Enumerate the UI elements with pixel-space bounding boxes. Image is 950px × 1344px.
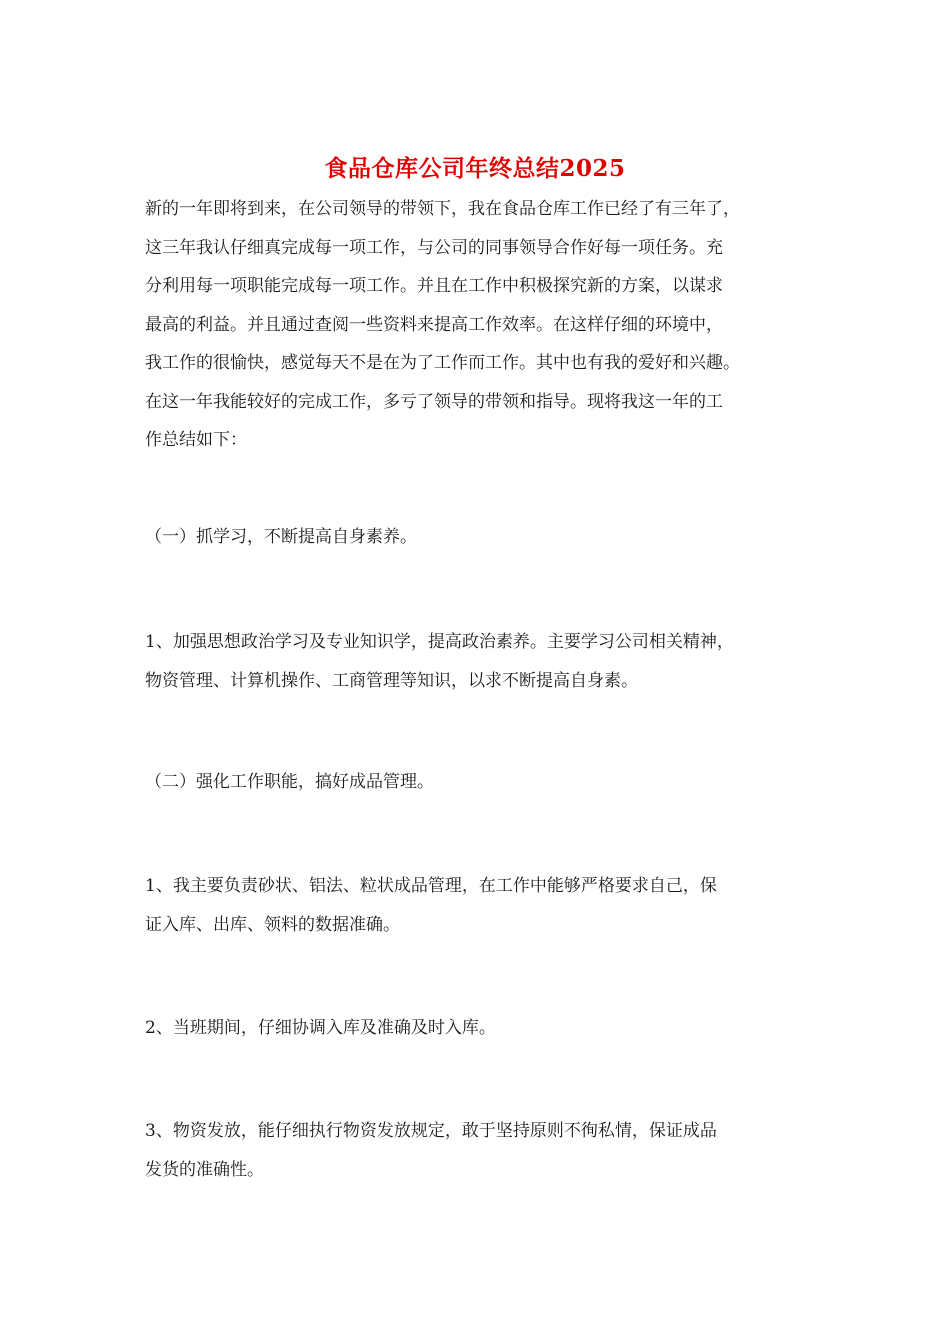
intro-line: 分利用每一项职能完成每一项工作。并且在工作中积极探究新的方案，以谋求 [145, 276, 723, 296]
intro-line: 最高的利益。并且通过查阅一些资料来提高工作效率。在这样仔细的环境中， [145, 314, 723, 335]
section-heading-text: （二）强化工作职能，搞好成品管理。 [145, 772, 434, 792]
section1-item1 [145, 623, 810, 700]
section1-heading [145, 518, 810, 557]
list-item-line: 2、当班期间，仔细协调入库及准确及时入库。 [145, 1018, 496, 1038]
list-item-line: 证入库、出库、领料的数据准确。 [145, 914, 400, 935]
list-item-line: 1、加强思想政治学习及专业知识学，提高政治素养。主要学习公司相关精神， [145, 632, 734, 652]
section2-item2 [145, 1009, 810, 1048]
section-heading-text: （一）抓学习，不断提高自身素养。 [145, 527, 417, 547]
intro-line: 在这一年我能较好的完成工作，多亏了领导的带领和指导。现将我这一年的工 [145, 391, 723, 412]
list-item-line: 发货的准确性。 [145, 1159, 264, 1180]
list-item-line: 3、物资发放，能仔细执行物资发放规定，敢于坚持原则不徇私情，保证成品 [145, 1121, 717, 1141]
section2-item1 [145, 867, 810, 944]
list-item-line: 1、我主要负责砂状、铝法、粒状成品管理，在工作中能够严格要求自己，保 [145, 876, 717, 896]
section2-heading [145, 763, 810, 802]
intro-line: 新的一年即将到来，在公司领导的带领下，我在食品仓库工作已经了有三年了， [145, 199, 740, 219]
intro-line: 这三年我认仔细真完成每一项工作，与公司的同事领导合作好每一项任务。充 [145, 237, 723, 258]
section2-item3 [145, 1112, 810, 1189]
intro-paragraph [145, 190, 810, 460]
intro-line: 我工作的很愉快，感觉每天不是在为了工作而工作。其中也有我的爱好和兴趣。 [145, 353, 740, 373]
document-title: 食品仓库公司年终总结2025 [324, 155, 626, 182]
list-item-line: 物资管理、计算机操作、工商管理等知识，以求不断提高自身素。 [145, 670, 638, 691]
intro-line: 作总结如下： [145, 430, 247, 450]
